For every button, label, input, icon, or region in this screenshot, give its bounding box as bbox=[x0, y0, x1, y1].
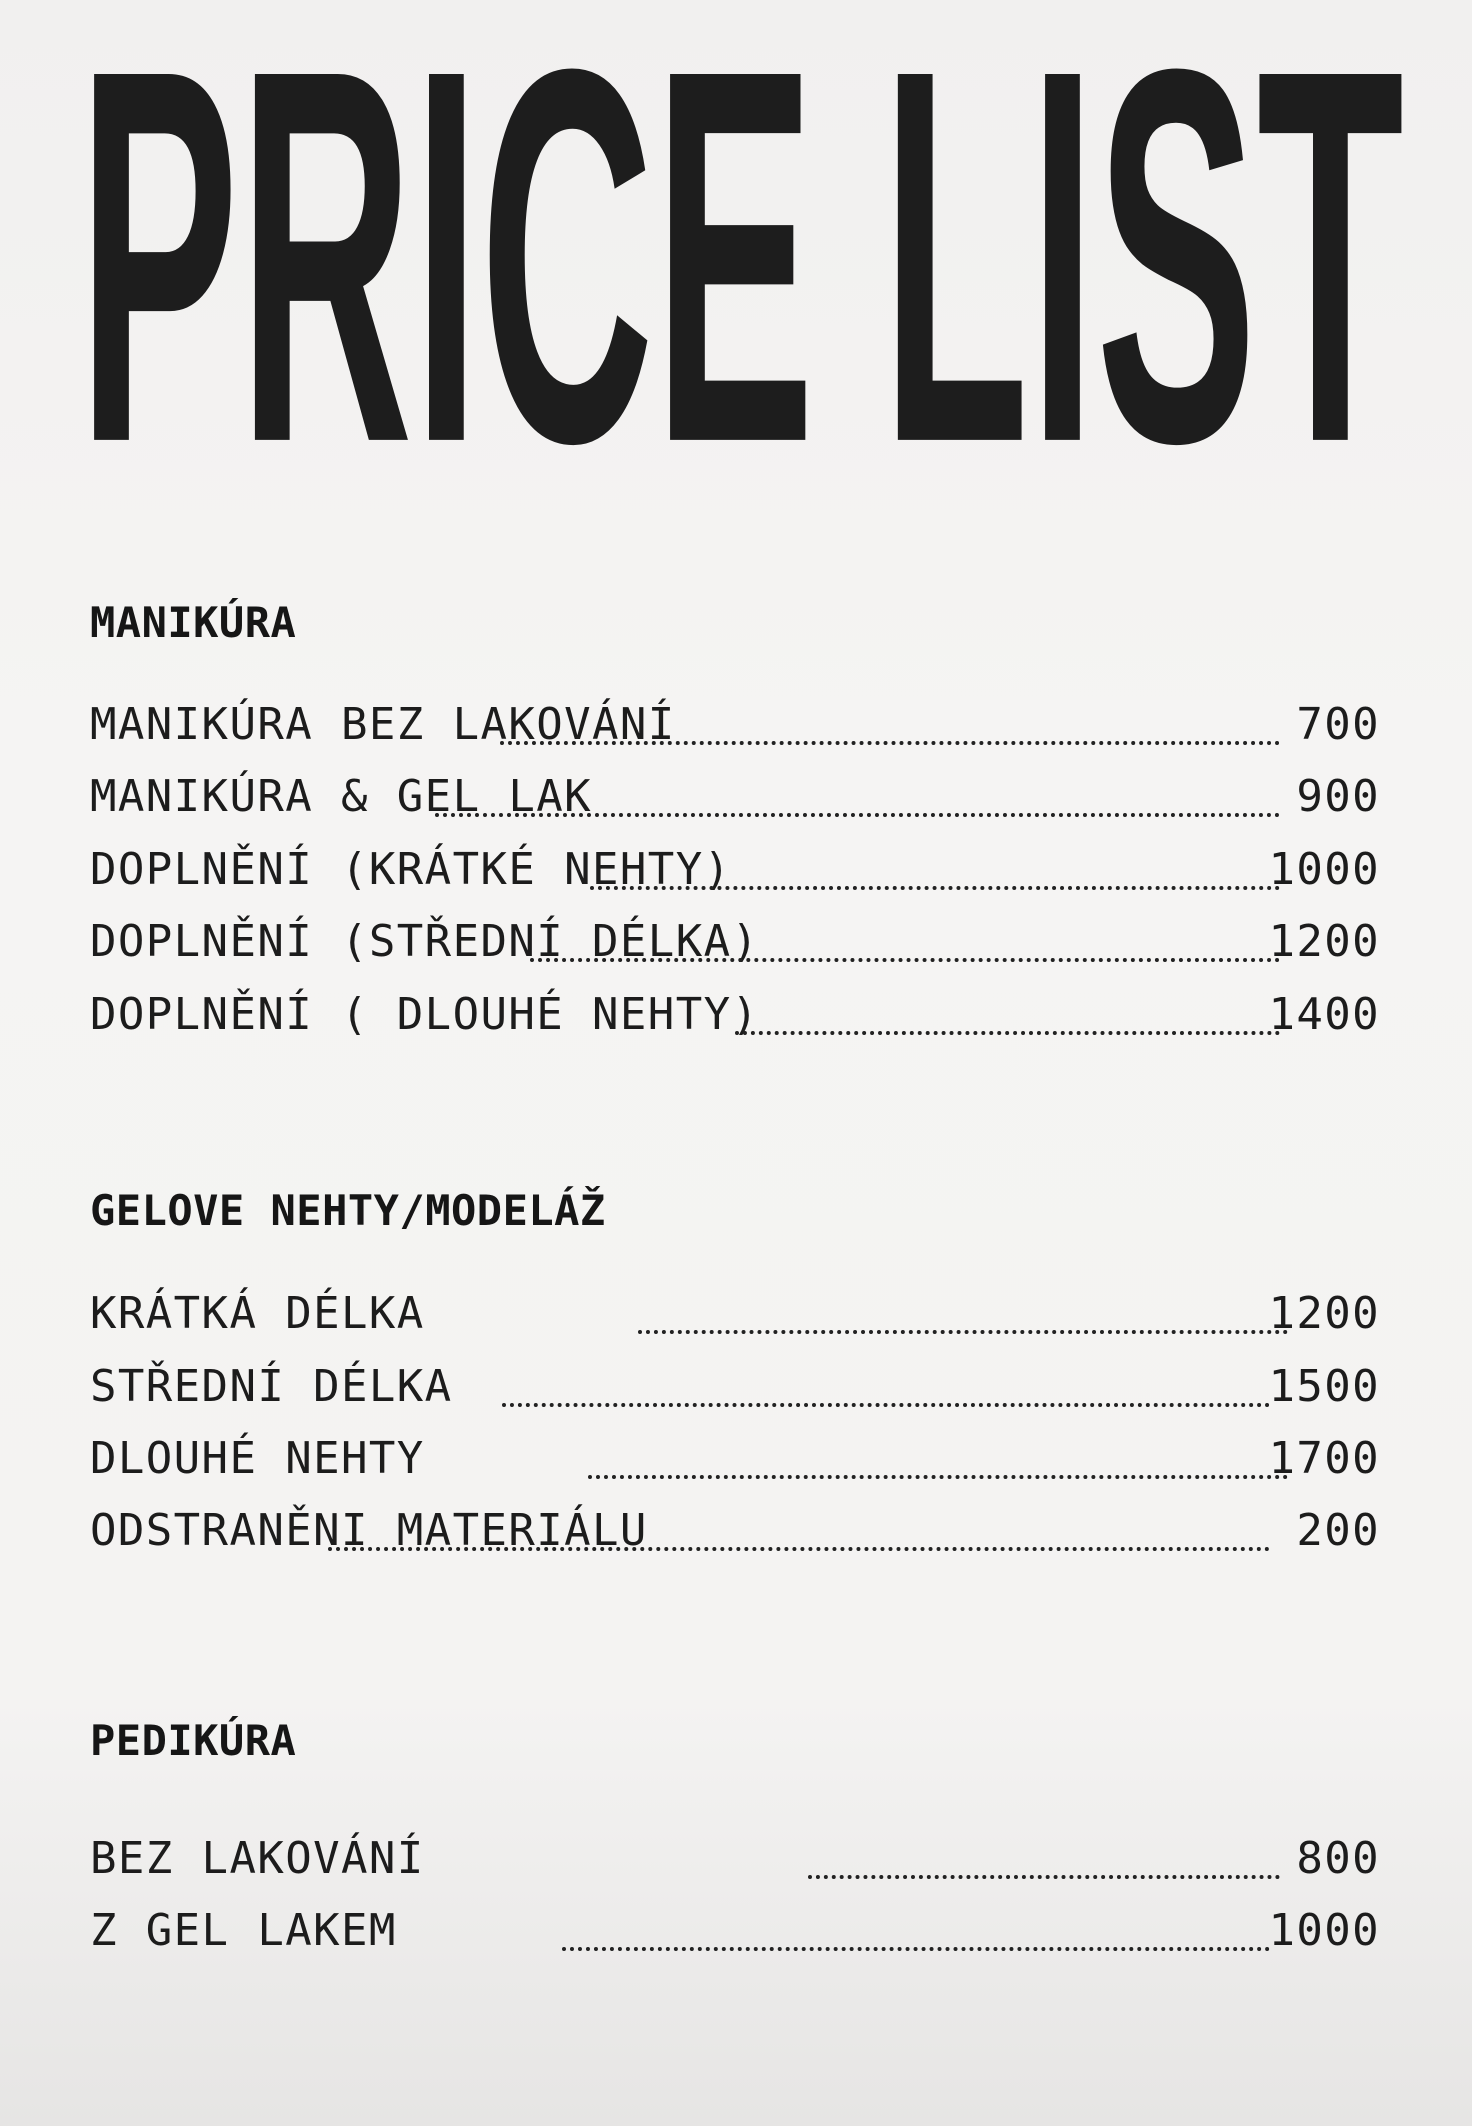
dot-leader bbox=[638, 1330, 1288, 1334]
service-price: 700 bbox=[1296, 699, 1380, 750]
service-price: 1500 bbox=[1268, 1361, 1380, 1412]
section-heading-pedikura: PEDIKÚRA bbox=[90, 1716, 297, 1765]
price-row bbox=[90, 985, 1380, 1045]
service-name: DOPLNĚNÍ (STŘEDNÍ DÉLKA) bbox=[90, 916, 760, 967]
price-row bbox=[90, 767, 1380, 827]
service-name: DOPLNĚNÍ (KRÁTKÉ NEHTY) bbox=[90, 844, 732, 895]
section-heading-manikura: MANIKÚRA bbox=[90, 598, 297, 647]
price-row bbox=[90, 1501, 1380, 1561]
page-title-graphic bbox=[78, 38, 1408, 453]
dot-leader bbox=[502, 1403, 1270, 1407]
price-row bbox=[90, 1901, 1380, 1961]
service-name: KRÁTKÁ DÉLKA bbox=[90, 1288, 425, 1339]
service-price: 800 bbox=[1296, 1833, 1380, 1884]
dot-leader bbox=[328, 1547, 1270, 1551]
page-title bbox=[78, 38, 1408, 453]
price-row bbox=[90, 1357, 1380, 1417]
section-heading-gelove-nehty: GELOVE NEHTY/MODELÁŽ bbox=[90, 1186, 606, 1235]
page-title-text: PRICE LIST bbox=[78, 38, 1404, 453]
service-name: MANIKÚRA BEZ LAKOVÁNÍ bbox=[90, 699, 676, 750]
service-name: Z GEL LAKEM bbox=[90, 1905, 397, 1956]
service-price: 900 bbox=[1296, 771, 1380, 822]
dot-leader bbox=[588, 1475, 1288, 1479]
service-name: ODSTRANĚNI MATERIÁLU bbox=[90, 1505, 648, 1556]
service-name: DOPLNĚNÍ ( DLOUHÉ NEHTY) bbox=[90, 989, 760, 1040]
price-row bbox=[90, 1829, 1380, 1889]
price-row bbox=[90, 1284, 1380, 1344]
dot-leader bbox=[530, 958, 1280, 962]
service-price: 1000 bbox=[1268, 1905, 1380, 1956]
service-price: 1000 bbox=[1268, 844, 1380, 895]
dot-leader bbox=[590, 886, 1280, 890]
price-row bbox=[90, 840, 1380, 900]
service-price: 1200 bbox=[1268, 916, 1380, 967]
price-row bbox=[90, 912, 1380, 972]
service-price: 1200 bbox=[1268, 1288, 1380, 1339]
dot-leader bbox=[562, 1947, 1270, 1951]
service-name: DLOUHÉ NEHTY bbox=[90, 1433, 425, 1484]
dot-leader bbox=[435, 813, 1280, 817]
service-name: BEZ LAKOVÁNÍ bbox=[90, 1833, 425, 1884]
service-price: 1700 bbox=[1268, 1433, 1380, 1484]
price-row bbox=[90, 695, 1380, 755]
service-price: 200 bbox=[1296, 1505, 1380, 1556]
dot-leader bbox=[808, 1875, 1280, 1879]
dot-leader bbox=[500, 741, 1280, 745]
service-name: MANIKÚRA & GEL LAK bbox=[90, 771, 593, 822]
service-price: 1400 bbox=[1268, 989, 1380, 1040]
price-row bbox=[90, 1429, 1380, 1489]
service-name: STŘEDNÍ DÉLKA bbox=[90, 1361, 453, 1412]
dot-leader bbox=[735, 1031, 1280, 1035]
